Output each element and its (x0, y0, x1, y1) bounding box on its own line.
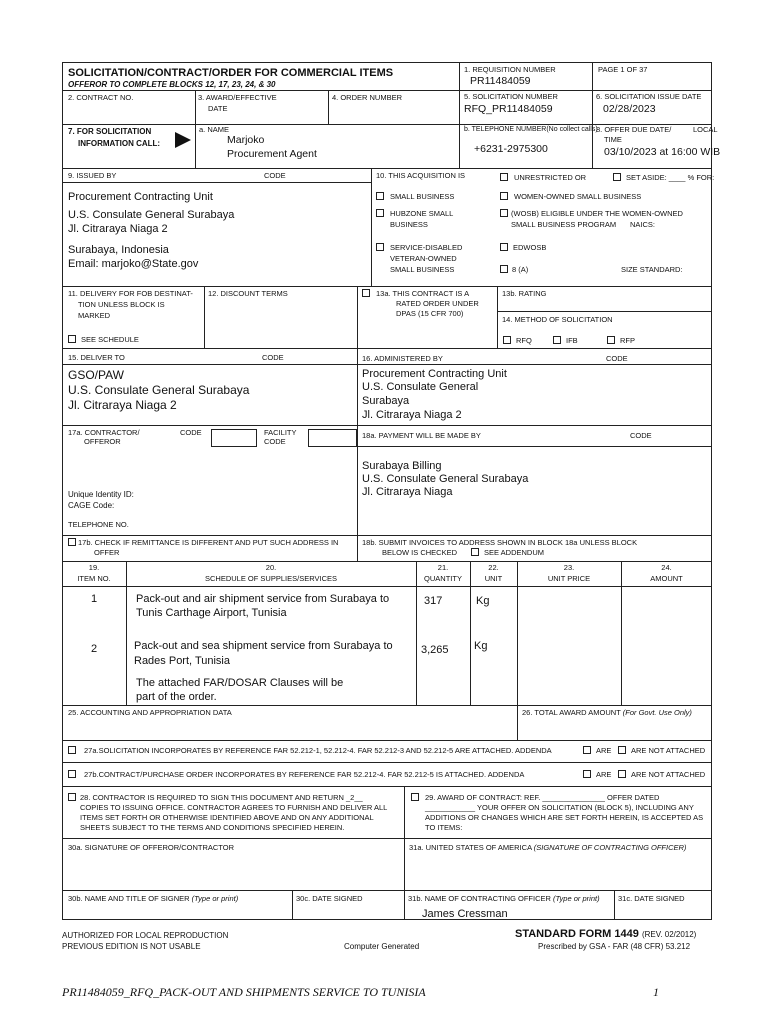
offer-due-value: 03/10/2023 at 16:00 WIB (604, 146, 721, 158)
footer-previous-edition: PREVIOUS EDITION IS NOT USABLE (62, 942, 201, 951)
27b-are-label: ARE (596, 770, 612, 779)
rfp-label: RFP (620, 336, 635, 345)
arrow-right-icon (175, 132, 191, 148)
item-unit: Kg (476, 595, 490, 607)
col-unit-label: UNIT (484, 574, 503, 583)
contact-name: Marjoko (227, 134, 265, 146)
size-standard-label: SIZE STANDARD: (621, 265, 683, 274)
col-unit-price-number: 23. (563, 563, 575, 572)
deliver-to-line-1: GSO/PAW (68, 368, 125, 382)
footer-prescribed: Prescribed by GSA - FAR (48 CFR) 53.212 (538, 942, 691, 951)
hubzone-checkbox[interactable] (376, 209, 384, 217)
offer-due-local-label: LOCAL (693, 125, 718, 134)
delivery-fob-label: 11. DELIVERY FOR FOB DESTINAT- (68, 289, 193, 298)
27a-are-checkbox[interactable] (583, 746, 591, 754)
29-label-2: ____________ YOUR OFFER ON SOLICITATION (BLOCK 5), INCLUDING ANY (425, 803, 694, 812)
administered-by-label: 16. ADMINISTERED BY (362, 354, 443, 363)
set-aside-label: SET ASIDE: ____ % FOR: (626, 173, 715, 182)
rated-order-label-2: RATED ORDER UNDER (396, 299, 479, 308)
item-description: Pack-out and sea shipment service from Surabaya to (134, 640, 393, 652)
award-date-label: 3. AWARD/EFFECTIVE (198, 93, 277, 102)
unrestricted-label: UNRESTRICTED OR (514, 173, 587, 182)
deliver-to-code-label: CODE (262, 353, 284, 362)
form-subtitle: OFFEROR TO COMPLETE BLOCKS 12, 17, 23, 24, & 30 (68, 80, 276, 89)
offeror-signature-label: 30a. SIGNATURE OF OFFEROR/CONTRACTOR (68, 843, 234, 852)
col-schedule-label: SCHEDULE OF SUPPLIES/SERVICES (205, 574, 337, 583)
29-label-3: ADDITIONS OR CHANGES WHICH ARE SET FORTH HEREIN, IS ACCEPTED AS (425, 813, 704, 822)
contractor-code-field[interactable] (211, 429, 257, 447)
see-schedule-checkbox[interactable] (68, 335, 76, 343)
officer-name: James Cressman (422, 908, 508, 920)
issued-by-label: 9. ISSUED BY (68, 171, 117, 180)
service-disabled-label: SERVICE-DISABLED (390, 243, 463, 252)
rated-order-label: 13a. THIS CONTRACT IS A (376, 289, 470, 298)
remittance-label: 17b. CHECK IF REMITTANCE IS DIFFERENT AND PUT SUCH ADDRESS IN (78, 538, 339, 547)
ifb-checkbox[interactable] (553, 336, 561, 344)
payment-line-1: Surabaya Billing (362, 460, 442, 472)
27a-are-not-label: ARE NOT ATTACHED (631, 746, 706, 755)
service-disabled-checkbox[interactable] (376, 243, 384, 251)
officer-name-note: (Type or print) (553, 894, 600, 903)
27b-are-not-label: ARE NOT ATTACHED (631, 770, 706, 779)
remittance-label-2: OFFER (94, 548, 120, 557)
item-description-2: Tunis Carthage Airport, Tunisia (136, 607, 287, 619)
27b-checkbox[interactable] (68, 770, 76, 778)
telephone-label: b. TELEPHONE NUMBER (464, 126, 547, 133)
28-label-2: COPIES TO ISSUING OFFICE. CONTRACTOR AGREES TO FURNISH AND DELIVER ALL (80, 803, 388, 812)
contract-no-label: 2. CONTRACT NO. (68, 93, 134, 102)
info-call-label-2: INFORMATION CALL: (78, 139, 161, 148)
page-number: 1 (653, 985, 659, 999)
col-unit-number: 22. (488, 563, 499, 572)
29-label-4: TO ITEMS: (425, 823, 463, 832)
cage-code-label: CAGE Code: (68, 501, 115, 510)
women-owned-checkbox[interactable] (500, 192, 508, 200)
submit-invoices-label: 18b. SUBMIT INVOICES TO ADDRESS SHOWN IN BLOCK 18a UNLESS BLOCK (362, 538, 638, 547)
rated-order-checkbox[interactable] (362, 289, 370, 297)
delivery-fob-label-2: TION UNLESS BLOCK IS (78, 300, 165, 309)
solicitation-date-label: 6. SOLICITATION ISSUE DATE (596, 92, 702, 101)
footer-form-name: STANDARD FORM 1449 (515, 928, 639, 940)
award-date-label-2: DATE (208, 104, 228, 113)
col-amount-number: 24. (661, 563, 672, 572)
edwosb-label: EDWOSB (513, 243, 547, 252)
usa-signature-note: (SIGNATURE OF CONTRACTING OFFICER) (533, 843, 687, 852)
officer-name-label: 31b. NAME OF CONTRACTING OFFICER (408, 894, 551, 903)
total-award-label: 26. TOTAL AWARD AMOUNT (522, 708, 621, 717)
item-quantity: 3,265 (421, 644, 449, 656)
administered-by-line-4: Jl. Citraraya Niaga 2 (362, 409, 462, 421)
28-label-3: ITEMS SET FORTH OR OTHERWISE IDENTIFIED ABOVE AND ON ANY ADDITIONAL (80, 813, 374, 822)
issued-by-line-4: Surabaya, Indonesia (68, 244, 169, 256)
rated-order-label-3: DPAS (15 CFR 700) (396, 309, 464, 318)
item-quantity: 317 (424, 595, 443, 607)
solicitation-number-label: 5. SOLICITATION NUMBER (464, 92, 558, 101)
28-label: 28. CONTRACTOR IS REQUIRED TO SIGN THIS DOCUMENT AND RETURN _2__ (80, 793, 363, 802)
see-addendum-label: SEE ADDENDUM (484, 548, 545, 557)
telephone-label-note: (No collect calls) (546, 126, 598, 133)
payment-line-3: Jl. Citraraya Niaga (362, 486, 453, 498)
naics-label: NAICS: (630, 220, 656, 229)
27a-label: 27a.SOLICITATION INCORPORATES BY REFERENCE FAR 52.212-1, 52.212-4. FAR 52.212-3 AND 52.212-5 ARE ATTACHED. ADDENDA (84, 746, 552, 755)
27a-checkbox[interactable] (68, 746, 76, 754)
acquisition-label: 10. THIS ACQUISITION IS (376, 171, 466, 180)
item-description-2: Rades Port, Tunisia (134, 655, 230, 667)
usa-label: 31a. UNITED STATES OF AMERICA (409, 843, 532, 852)
hubzone-label: HUBZONE SMALL (390, 209, 454, 218)
order-number-label: 4. ORDER NUMBER (332, 93, 403, 102)
wosb-label-2: SMALL BUSINESS PROGRAM (511, 220, 617, 229)
facility-label-2: CODE (264, 437, 286, 446)
total-award-note: (For Govt. Use Only) (622, 708, 692, 717)
issued-by-line-2: U.S. Consulate General Surabaya (68, 209, 235, 221)
document-footer-title: PR11484059_RFQ_PACK-OUT AND SHIPMENTS SERVICE TO TUNISIA (62, 985, 426, 999)
form-title: SOLICITATION/CONTRACT/ORDER FOR COMMERCIAL ITEMS (68, 67, 394, 79)
col-schedule-number: 20. (265, 563, 277, 572)
contact-title: Procurement Agent (227, 148, 317, 160)
service-disabled-label-3: SMALL BUSINESS (390, 265, 455, 274)
col-item-label: ITEM NO. (77, 574, 111, 583)
see-schedule-label: SEE SCHEDULE (81, 335, 139, 344)
facility-label: FACILITY (264, 428, 297, 437)
footer-computer-generated: Computer Generated (344, 942, 420, 951)
offer-due-label: 8. OFFER DUE DATE/ (596, 125, 672, 134)
27b-are-not-checkbox[interactable] (618, 770, 626, 778)
clauses-note-2: part of the order. (136, 691, 217, 703)
signer-name-note: (Type or print) (191, 894, 239, 903)
unrestricted-checkbox[interactable] (500, 173, 508, 181)
col-amount-label: AMOUNT (650, 574, 683, 583)
administered-by-line-3: Surabaya (362, 395, 410, 407)
payment-label: 18a. PAYMENT WILL BE MADE BY (362, 431, 481, 440)
issued-by-line-1: Procurement Contracting Unit (68, 191, 213, 203)
see-addendum-checkbox[interactable] (471, 548, 479, 556)
method-label: 14. METHOD OF SOLICITATION (502, 315, 613, 324)
27b-label: 27b.CONTRACT/PURCHASE ORDER INCORPORATES BY REFERENCE FAR 52.212-4. FAR 52.212-5 IS ATTACHED. ADDENDA (84, 770, 525, 779)
wosb-label: (WOSB) ELIGIBLE UNDER THE WOMEN-OWNED (511, 209, 683, 218)
accounting-label: 25. ACCOUNTING AND APPROPRIATION DATA (68, 708, 232, 717)
col-quantity-number: 21. (437, 563, 449, 572)
footer-form-revision: (REV. 02/2012) (641, 930, 697, 939)
item-number: 2 (91, 643, 98, 655)
deliver-to-line-2: U.S. Consulate General Surabaya (68, 383, 250, 397)
issued-by-line-3: Jl. Citraraya Niaga 2 (68, 223, 168, 235)
item-number: 1 (91, 593, 98, 605)
29-label: 29. AWARD OF CONTRACT: REF. _______________ OFFER DATED (425, 793, 660, 802)
rating-label: 13b. RATING (502, 289, 547, 298)
issued-by-code-label: CODE (264, 171, 286, 180)
item-description: Pack-out and air shipment service from Surabaya to (136, 593, 390, 605)
27a-are-not-checkbox[interactable] (618, 746, 626, 754)
27a-are-label: ARE (596, 746, 612, 755)
contractor-code-label: CODE (180, 428, 202, 437)
edwosb-checkbox[interactable] (500, 243, 508, 251)
solicitation-number-value: RFQ_PR11484059 (464, 103, 553, 115)
payment-code-label: CODE (630, 431, 652, 440)
submit-invoices-label-2: BELOW IS CHECKED (382, 548, 458, 557)
contractor-telephone-label: TELEPHONE NO. (68, 520, 129, 529)
col-quantity-label: QUANTITY (424, 574, 462, 583)
rfp-checkbox[interactable] (607, 336, 615, 344)
telephone-value: +6231-2975300 (474, 143, 548, 155)
ifb-label: IFB (566, 336, 578, 345)
remittance-checkbox[interactable] (68, 538, 76, 546)
administered-by-line-1: Procurement Contracting Unit (362, 368, 507, 380)
col-unit-price-label: UNIT PRICE (547, 574, 591, 583)
delivery-fob-label-3: MARKED (78, 311, 111, 320)
offer-due-time-label: TIME (604, 135, 622, 144)
footer-authorized: AUTHORIZED FOR LOCAL REPRODUCTION (62, 931, 229, 940)
solicitation-date-value: 02/28/2023 (603, 103, 656, 115)
payment-line-2: U.S. Consulate General Surabaya (362, 473, 529, 485)
28-label-4: SHEETS SUBJECT TO THE TERMS AND CONDITIONS SPECIFIED HEREIN. (80, 823, 345, 832)
29-checkbox[interactable] (411, 793, 419, 801)
set-aside-checkbox[interactable] (613, 173, 621, 181)
page-count: PAGE 1 OF 37 (598, 65, 648, 74)
clauses-note: The attached FAR/DOSAR Clauses will be (136, 677, 344, 689)
col-item-number: 19. (88, 563, 100, 572)
8a-checkbox[interactable] (500, 265, 508, 273)
rfq-label: RFQ (516, 336, 532, 345)
administered-by-line-2: U.S. Consulate General (362, 381, 479, 393)
unique-id-label: Unique Identity ID: (68, 490, 134, 499)
28-checkbox[interactable] (68, 793, 76, 801)
administered-by-code-label: CODE (606, 354, 628, 363)
27b-are-checkbox[interactable] (583, 770, 591, 778)
wosb-checkbox[interactable] (500, 209, 508, 217)
officer-date-signed-label: 31c. DATE SIGNED (618, 894, 685, 903)
requisition-value: PR11484059 (470, 75, 531, 87)
item-unit: Kg (474, 640, 488, 652)
deliver-to-line-3: Jl. Citraraya Niaga 2 (68, 398, 177, 412)
facility-code-field[interactable] (308, 429, 357, 447)
women-owned-label: WOMEN-OWNED SMALL BUSINESS (514, 192, 642, 201)
8a-label: 8 (A) (512, 265, 529, 274)
hubzone-label-2: BUSINESS (390, 220, 428, 229)
contractor-label: 17a. CONTRACTOR/ (68, 428, 140, 437)
issued-by-email: Email: marjoko@State.gov (68, 258, 199, 270)
service-disabled-label-2: VETERAN-OWNED (390, 254, 457, 263)
info-call-label: 7. FOR SOLICITATION (68, 127, 152, 136)
requisition-label: 1. REQUISITION NUMBER (464, 65, 556, 74)
rfq-checkbox[interactable] (503, 336, 511, 344)
deliver-to-label: 15. DELIVER TO (68, 353, 125, 362)
contact-name-label: a. NAME (199, 125, 230, 134)
small-business-label: SMALL BUSINESS (390, 192, 455, 201)
discount-terms-label: 12. DISCOUNT TERMS (208, 289, 288, 298)
small-business-checkbox[interactable] (376, 192, 384, 200)
signer-name-label: 30b. NAME AND TITLE OF SIGNER (68, 894, 190, 903)
offeror-date-signed-label: 30c. DATE SIGNED (296, 894, 363, 903)
contractor-label-2: OFFEROR (84, 437, 121, 446)
